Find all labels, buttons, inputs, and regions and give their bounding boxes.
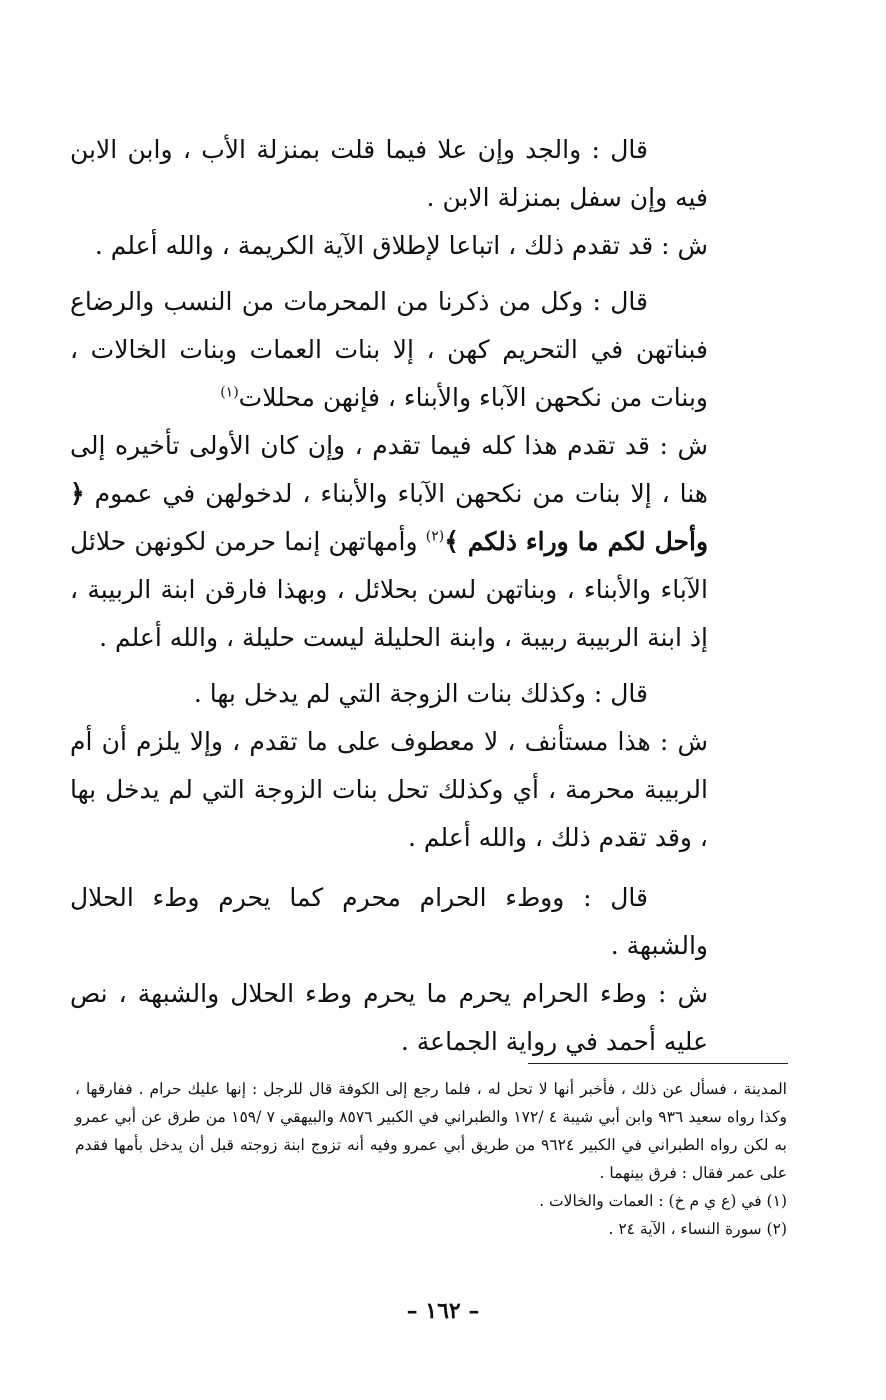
footnote-ref-2: (٢) bbox=[425, 528, 445, 545]
paragraph-3 bbox=[70, 278, 708, 422]
footnote-2: (٢) سورة النساء ، الآية ٢٤ . bbox=[608, 1220, 787, 1238]
footnote-1: (١) في (ع ي م خ) : العمات والخالات . bbox=[539, 1192, 787, 1210]
paragraph-7: قال : ووطء الحرام محرم كما يحرم وطء الحلال والشبهة . bbox=[70, 883, 708, 960]
paragraph-3-text: قال : وكل من ذكرنا من المحرمات من النسب والرضاع فبناتهن في التحريم كهن ، إلا بنات العمات وبنات الخالات ، وبنات من نكحهن الآباء والأبناء ، فإنهن محللات bbox=[70, 287, 708, 412]
paragraph-1: قال : والجد وإن علا فيما قلت بمنزلة الأب ، وابن الابن فيه وإن سفل بمنزلة الابن . bbox=[70, 135, 708, 212]
paragraph-2: ش : قد تقدم ذلك ، اتباعا لإطلاق الآية الكريمة ، والله أعلم . bbox=[94, 231, 708, 260]
paragraph-8: ش : وطء الحرام يحرم ما يحرم وطء الحلال والشبهة ، نص عليه أحمد في رواية الجماعة . bbox=[70, 979, 708, 1056]
paragraph-4 bbox=[70, 422, 708, 662]
footnote-continued: المدينة ، فسأل عن ذلك ، فأخبر أنها لا تحل له ، فلما رجع إلى الكوفة قال للرجل : إنها عليك حرام . ففارقها ، وكذا رواه سعيد ٩٣٦ وابن أبي شيبة ٤ /١٧٢ والطبراني في الكبير ٨٥٧٦ والبيهقي ٧ /١٥٩ من طرق عن أبي عمرو به لكن رواه الطبراني في الكبير ٩٦٢٤ من طريق أبي عمرو وفيه أنه تزوج ابنة زوجته قبل أن يدخل بأمها فقدم على عمر فقال : فرق بينهما . bbox=[75, 1080, 787, 1182]
paragraph-6: ش : هذا مستأنف ، لا معطوف على ما تقدم ، وإلا يلزم أن أم الربيبة محرمة ، أي وكذلك تحل بنات الزوجة التي لم يدخل بها ، وقد تقدم ذلك ، والله أعلم . bbox=[70, 727, 708, 852]
quran-verse: ﴿ وأحل لكم ما وراء ذلكم ﴾ bbox=[70, 479, 709, 556]
footnote-ref-1: (١) bbox=[220, 384, 239, 401]
paragraph-4-continued: وأمهاتهن إنما حرمن لكونهن حلائل الآباء والأبناء ، وبناتهن لسن بحلائل ، وبهذا فارقن ابنة الربيبة ، إذ ابنة الربيبة ربيبة ، وابنة الحليلة ليست حليلة ، والله أعلم . bbox=[70, 527, 708, 652]
main-text bbox=[70, 126, 708, 1066]
footnote-divider bbox=[528, 1063, 788, 1064]
footnotes bbox=[75, 1075, 787, 1243]
page-number: – ١٦٢ – bbox=[406, 1298, 480, 1324]
paragraph-5: قال : وكذلك بنات الزوجة التي لم يدخل بها . bbox=[193, 679, 648, 708]
paragraph-4-text: ش : قد تقدم هذا كله فيما تقدم ، وإن كان الأولى تأخيره إلى هنا ، إلا بنات من نكحهن الآباء والأبناء ، لدخولهن في عموم bbox=[70, 431, 708, 508]
